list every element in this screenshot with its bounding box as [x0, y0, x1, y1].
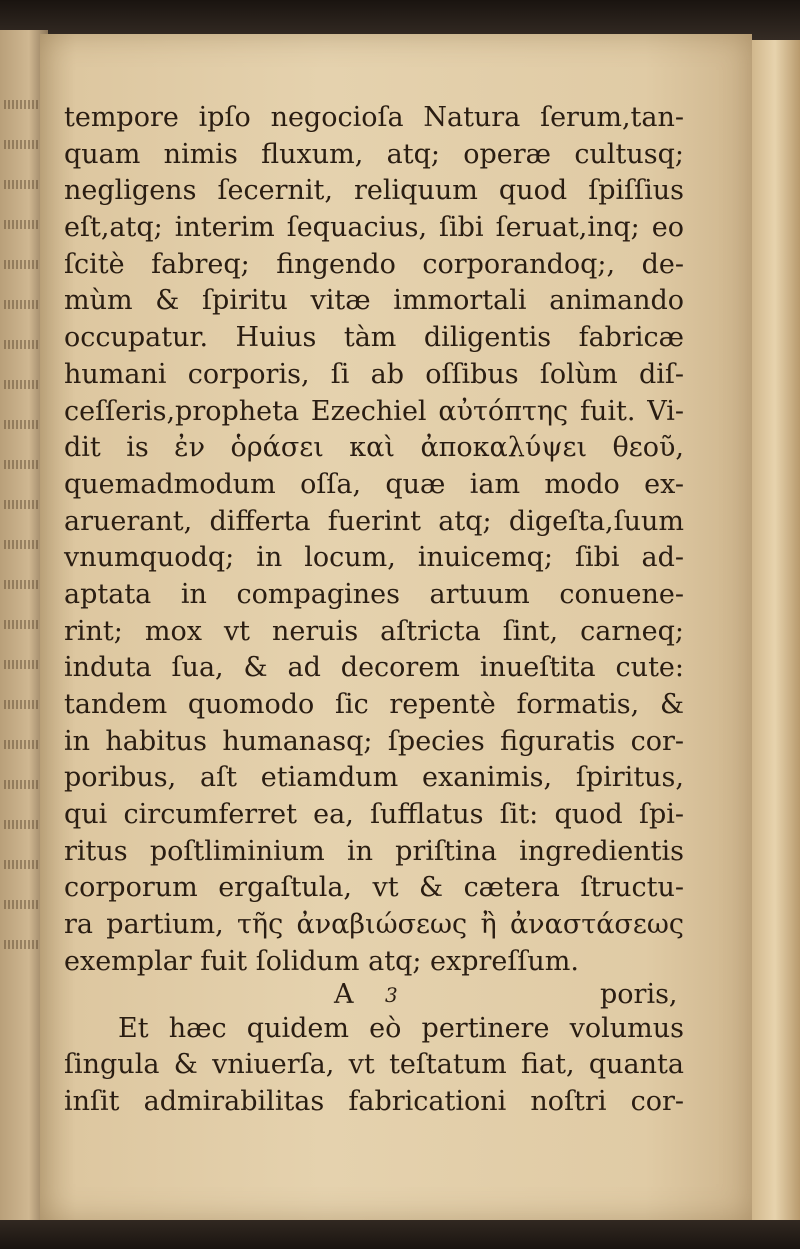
bleed-through [4, 780, 40, 789]
bleed-through [4, 660, 40, 669]
text-line: aruerant, differta fuerint atq; digeſta,ſuum [64, 505, 684, 537]
text-line: inſit admirabilitas fabricationi noſtri cor- [64, 1085, 684, 1117]
bleed-through [4, 220, 40, 229]
text-line: occupatur. Huius tàm diligentis fabricæ [64, 322, 684, 354]
bleed-through [4, 460, 40, 469]
text-line: aptata in compagines artuum conuene- [64, 578, 684, 610]
bleed-through [4, 380, 40, 389]
text-line: tandem quomodo ſic repentè formatis, & [64, 689, 684, 720]
bleed-through [4, 580, 40, 589]
bleed-through [4, 620, 40, 629]
bleed-through [4, 340, 40, 349]
bleed-through [4, 820, 40, 829]
text-line: ra partium, τῆς ἀναβιώσεως ἢ ἀναστάσεως [64, 909, 684, 941]
bleed-through [4, 740, 40, 749]
text-line: mùm & ſpiritu vitæ immortali animando [64, 285, 684, 317]
signature-line [64, 977, 684, 1013]
text-line: tempore ipſo negocioſa Natura ſerum,tan- [64, 102, 684, 133]
text-line: ſcitè fabreq; fingendo corporandoq;, de- [64, 248, 684, 280]
text-line: eſt,atq; interim ſequacius, ſibi ſeruat,inq; eo [64, 212, 684, 244]
text-line: dit is ἐν ὁράσει καὶ ἀποκαλύψει θεοῦ, [64, 432, 684, 464]
text-line: corporum ergaſtula, vt & cætera ſtructu- [64, 872, 684, 904]
bleed-through [4, 260, 40, 269]
text-line: quemadmodum oſſa, quæ iam modo ex- [64, 468, 684, 500]
bleed-through [4, 900, 40, 909]
bleed-through [4, 540, 40, 549]
text-line: vnumquodq; in locum, inuicemq; ſibi ad- [64, 542, 684, 574]
text-line: quam nimis fluxum, atq; operæ cultusq; [64, 138, 684, 170]
text-line: poribus, aſt etiamdum exanimis, ſpiritus, [64, 762, 684, 794]
text-line: ceſſeris,propheta Ezechiel αὐτόπτης fuit. Vi- [64, 395, 684, 427]
text-line: ritus poſtliminium in priſtina ingredientis [64, 835, 684, 867]
bleed-through [4, 140, 40, 149]
text-line: exemplar fuit ſolidum atq; expreſſum. [64, 945, 579, 977]
text-line: induta ſua, & ad decorem inueſtita cute: [64, 652, 684, 684]
bleed-through [4, 420, 40, 429]
text-line: Et hæc quidem eò pertinere volumus [118, 1012, 684, 1044]
signature-number: 3 [385, 983, 398, 1007]
bleed-through [4, 700, 40, 709]
catchword: poris, [600, 979, 678, 1010]
text-line: humani corporis, ſi ab oſſibus ſolùm diſ- [64, 358, 684, 390]
text-line: in habitus humanasq; ſpecies figuratis cor- [64, 725, 684, 757]
text-line: qui circumferret ea, ſufflatus ſit: quod ſpi- [64, 799, 684, 831]
bleed-through [4, 860, 40, 869]
bleed-through [4, 940, 40, 949]
signature-mark: A [334, 979, 354, 1010]
text-line: rint; mox vt neruis aſtricta ſint, carneq; [64, 615, 684, 647]
text-line: negligens ſecernit, reliquum quod ſpiſſius [64, 175, 684, 207]
bleed-through [4, 500, 40, 509]
bleed-through [4, 100, 40, 109]
bleed-through [4, 300, 40, 309]
page-text [64, 100, 684, 1121]
bleed-through [4, 180, 40, 189]
text-line: ſingula & vniuerſa, vt teſtatum fiat, quanta [64, 1049, 684, 1081]
